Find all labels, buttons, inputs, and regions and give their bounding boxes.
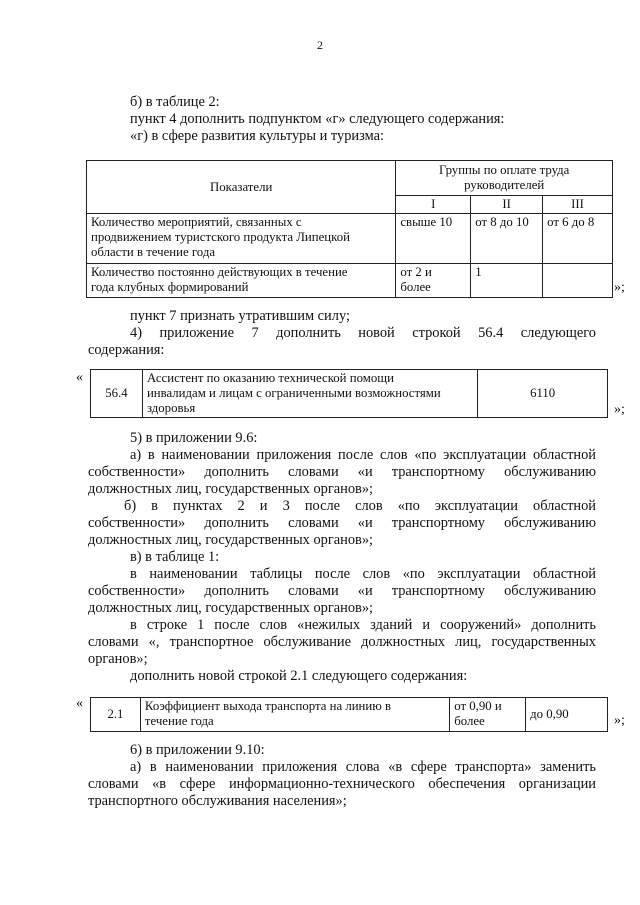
text-line: словами «, транспортное обслуживание должностных лиц, государственных	[88, 634, 596, 650]
cell-line: года клубных формирований	[91, 280, 249, 294]
text-line: собственности» дополнить словами «и транспортному обслуживанию	[88, 464, 596, 480]
text-line: дополнить новой строкой 2.1 следующего содержания:	[130, 668, 468, 684]
text-line: в строке 1 после слов «нежилых зданий и сооружений» дополнить	[130, 617, 596, 633]
text-line: собственности» дополнить словами «и транспортному обслуживанию	[88, 583, 596, 599]
header-group-ii: II	[471, 196, 543, 214]
row-2-1-table	[90, 697, 608, 732]
cell-line: более	[400, 280, 431, 294]
closing-quote: »;	[614, 402, 625, 417]
header-groups-line: руководителей	[464, 178, 545, 192]
header-indicators: Показатели	[87, 161, 396, 214]
closing-quote: »;	[614, 280, 625, 295]
text-line: словами «в сфере информационно-технического обеспечения организации	[88, 776, 596, 792]
intro-line: пункт 4 дополнить подпунктом «г» следующего содержания:	[130, 111, 505, 127]
text-line: а) в наименовании приложения после слов «по эксплуатации областной	[130, 447, 596, 463]
cell-line: Количество мероприятий, связанных с	[91, 215, 302, 229]
text-line: транспортного обслуживания населения»;	[88, 793, 347, 809]
value-cell: от 6 до 8	[543, 214, 613, 264]
table-row	[87, 264, 613, 298]
cell-line: Количество постоянно действующих в течение	[91, 265, 348, 279]
row-56-4-table	[90, 369, 608, 418]
page-number: 2	[317, 38, 323, 52]
cell-line: Ассистент по оказанию технической помощи	[146, 371, 394, 385]
text-line: органов»;	[88, 651, 148, 667]
indicator-cell	[87, 264, 396, 298]
cell-line: Коэффициент выхода транспорта на линию в	[144, 699, 392, 713]
value-cell: 1	[471, 264, 543, 298]
cell-line: здоровья	[146, 401, 196, 415]
header-group-iii: III	[543, 196, 613, 214]
indicator-cell	[87, 214, 396, 264]
header-groups	[396, 161, 613, 196]
text-line: 4) приложение 7 дополнить новой строкой 56.4 следующего	[130, 325, 596, 341]
cell-line: от 0,90 и	[454, 699, 502, 713]
table-row	[87, 214, 613, 264]
text-line: в) в таблице 1:	[130, 549, 220, 565]
cell-line: течение года	[144, 714, 214, 728]
text-line: содержания:	[88, 342, 165, 358]
text-line: 6) в приложении 9.10:	[130, 742, 265, 758]
intro-line: «г) в сфере развития культуры и туризма:	[130, 128, 384, 144]
table-row	[91, 698, 608, 732]
indicator-cell	[140, 698, 449, 732]
text-line: должностных лиц, государственных органов»;	[88, 600, 374, 616]
table-2	[86, 160, 613, 298]
cell-line: продвижением туристского продукта Липецкой	[91, 230, 350, 244]
intro-line: б) в таблице 2:	[130, 94, 220, 110]
text-line: в наименовании таблицы после слов «по эксплуатации областной	[130, 566, 596, 582]
value-cell: от 8 до 10	[471, 214, 543, 264]
text-line: собственности» дополнить словами «и транспортному обслуживанию	[88, 515, 596, 531]
row-number: 2.1	[91, 698, 141, 732]
row-number: 56.4	[91, 370, 143, 418]
value-cell	[450, 698, 526, 732]
header-groups-line: Группы по оплате труда	[438, 163, 570, 177]
position-cell	[142, 370, 477, 418]
text-line: б) в пунктах 2 и 3 после слов «по эксплуатации областной	[124, 498, 596, 514]
cell-line: более	[454, 714, 485, 728]
text-line: должностных лиц, государственных органов»;	[88, 532, 374, 548]
value-cell: до 0,90	[526, 698, 608, 732]
opening-quote: «	[76, 370, 83, 385]
closing-quote: »;	[614, 713, 625, 728]
value-cell: свыше 10	[396, 214, 471, 264]
cell-line: от 2 и	[400, 265, 432, 279]
cell-line: области в течение года	[91, 245, 216, 259]
text-line: пункт 7 признать утратившим силу;	[130, 308, 350, 324]
value-cell	[396, 264, 471, 298]
header-group-i: I	[396, 196, 471, 214]
cell-line: инвалидам и лицам с ограниченными возможностями	[146, 386, 441, 400]
table-row	[91, 370, 608, 418]
value-cell	[543, 264, 613, 298]
text-line: 5) в приложении 9.6:	[130, 430, 258, 446]
text-line: должностных лиц, государственных органов»;	[88, 481, 374, 497]
opening-quote: «	[76, 696, 83, 711]
text-line: а) в наименовании приложения слова «в сфере транспорта» заменить	[130, 759, 596, 775]
salary-value: 6110	[478, 370, 608, 418]
